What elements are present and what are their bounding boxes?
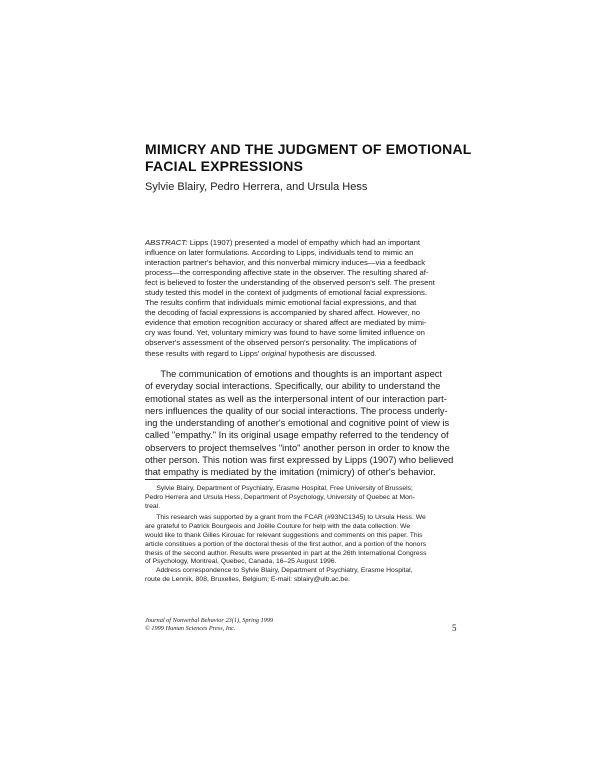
abstract-emphasis: original [261, 348, 287, 358]
footnote-line: article constitues a portion of the doctoral thesis of the first author, and a portion of the honors [145, 540, 427, 548]
body-line: ing the understanding of another's emotional and cognitive point of view is [145, 418, 450, 428]
abstract-text: hypothesis are discussed. [286, 348, 377, 358]
footnote-line: Pedro Herrera and Ursula Hess, Department of Psychology, University of Quebec at Mon- [145, 493, 415, 501]
abstract-line: the decoding of facial expressions is accompanied by shared affect. However, no [145, 308, 421, 318]
journal-line: Journal of Nonverbal Behavior 23(1), Spring 1999 [145, 617, 274, 624]
abstract-line: The results confirm that individuals mimic emotional facial expressions, and that [145, 298, 417, 308]
footnote-line: route de Lennik, 808, Bruxelles, Belgium; E-mail: sblairy@ulb.ac.be. [145, 575, 350, 583]
author-list: Sylvie Blairy, Pedro Herrera, and Ursula Hess [145, 181, 368, 193]
body-line: observers to project themselves "into" another person in order to know the [145, 442, 450, 453]
abstract-line: evidence that emotion recognition accuracy or shared affect are mediated by mimi- [145, 318, 427, 328]
body-line: of everyday social interactions. Specifically, our ability to understand the [145, 381, 441, 392]
abstract-line: cry was found. Yet, voluntary mimicry was found to have some limited influence on [145, 328, 425, 338]
body-paragraph [145, 368, 460, 478]
footnotes [145, 485, 460, 585]
article-title [145, 141, 485, 175]
footnote-line: would like to thank Gilles Kirouac for relevant suggestions and comments on this paper. This [145, 531, 423, 539]
page-number: 5 [452, 623, 457, 633]
body-line: called "empathy." In its original usage empathy referred to the tendency of [145, 430, 449, 441]
abstract-line [145, 349, 460, 359]
abstract-text: Lipps (1907) presented a model of empathy which had an important [187, 238, 421, 247]
footnote-line: are grateful to Patrick Bourgeois and Joëlle Couture for help with the data collection. We [145, 523, 411, 531]
abstract-line [145, 238, 460, 248]
footnote-line: treal. [145, 502, 161, 510]
copyright-line: © 1999 Human Sciences Press, Inc. [145, 625, 236, 632]
abstract-text: these results with regard to Lipps' [145, 348, 262, 358]
footnote-divider [145, 479, 273, 480]
abstract-line: fect is believed to foster the understanding of the observed person's self. The present [145, 278, 435, 288]
body-line: other person. This notion was first expressed by Lipps (1907) who believed [145, 454, 454, 465]
footnote-line: Address correspondence to Sylvie Blairy, Department of Psychiatry, Erasme Hospital, [145, 567, 413, 575]
body-line: The communication of emotions and thoughts is an important aspect [145, 369, 442, 379]
body-line: emotional states as well as the interpersonal intent of our interaction part- [145, 393, 447, 404]
footnote-line: of Psychology, Montreal, Quebec, Canada, 16–25 August 1996. [145, 558, 337, 566]
abstract-label: ABSTRACT: [145, 238, 188, 247]
abstract [145, 238, 460, 359]
abstract-line: study tested this model in the context of judgments of emotional facial expressions. [145, 288, 428, 298]
title-line: MIMICRY AND THE JUDGMENT OF EMOTIONAL [145, 141, 472, 157]
abstract-line: observer's assessment of the observed person's personality. The implications of [145, 338, 417, 348]
title-line: FACIAL EXPRESSIONS [145, 158, 304, 174]
body-line: that empathy is mediated by the imitation (mimicry) of other's behavior. [145, 467, 436, 477]
journal-citation [145, 617, 273, 633]
footnote-line: This research was supported by a grant from the FCAR (#93NC1345) to Ursula Hess. We [145, 514, 426, 522]
footnote-line: thesis of the second author. Results were presented in part at the 26th International Congress [145, 549, 427, 557]
abstract-line: interaction partner's behavior, and this nonverbal mimicry induces—via a feedback [145, 258, 426, 268]
footnote-line: Sylvie Blairy, Department of Psychiatry, Erasme Hospital, Free University of Brussels; [145, 485, 413, 492]
abstract-line: influence on later formulations. According to Lipps, individuals tend to mimic an [145, 248, 414, 258]
body-line: ners influences the quality of our social interactions. The process underly- [145, 405, 448, 416]
abstract-line: process—the corresponding affective state in the observer. The resulting shared af- [145, 268, 429, 278]
